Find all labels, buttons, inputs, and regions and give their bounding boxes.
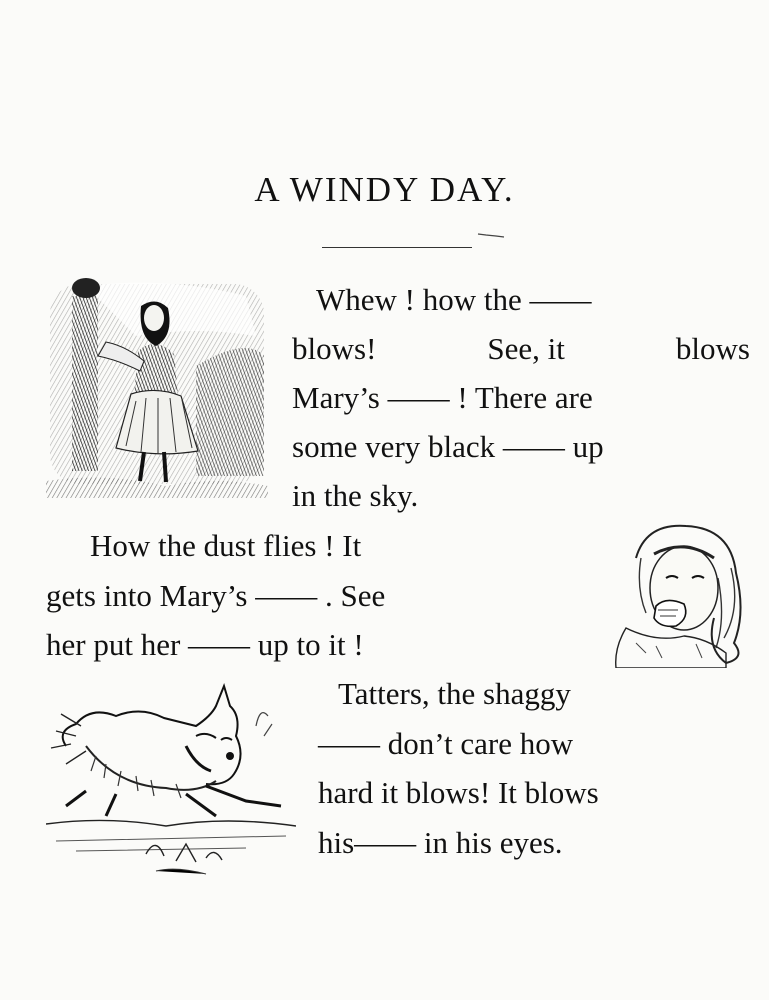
text-line: Mary’s —— ! There are: [292, 380, 593, 415]
text-line: his—— in his eyes.: [318, 825, 563, 860]
text-line: some very black —— up: [292, 429, 604, 464]
shaggy-dog-illustration: [46, 676, 296, 881]
text-line: How the dust flies ! It: [90, 528, 362, 563]
page-title: A WINDY DAY.: [254, 170, 515, 209]
text-line: Tatters, the shaggy: [338, 676, 571, 711]
girl-covering-face-illustration: [606, 518, 750, 668]
title-divider: [322, 247, 472, 248]
girl-face-icon: [606, 518, 750, 668]
shaggy-dog-icon: [46, 676, 296, 881]
text-line: her put her —— up to it !: [46, 627, 364, 662]
text-line: Whew ! how the ——: [316, 282, 592, 317]
text-line: in the sky.: [292, 478, 419, 513]
girl-in-wind-icon: [46, 276, 268, 498]
ink-mark-icon: [476, 231, 506, 239]
text-line: blows! See, it blows: [292, 331, 750, 366]
text-line: —— don’t care how: [318, 726, 574, 761]
girl-in-wind-illustration: [46, 276, 268, 498]
text-line: hard it blows! It blows: [318, 775, 599, 810]
text-line: gets into Mary’s —— . See: [46, 578, 386, 613]
